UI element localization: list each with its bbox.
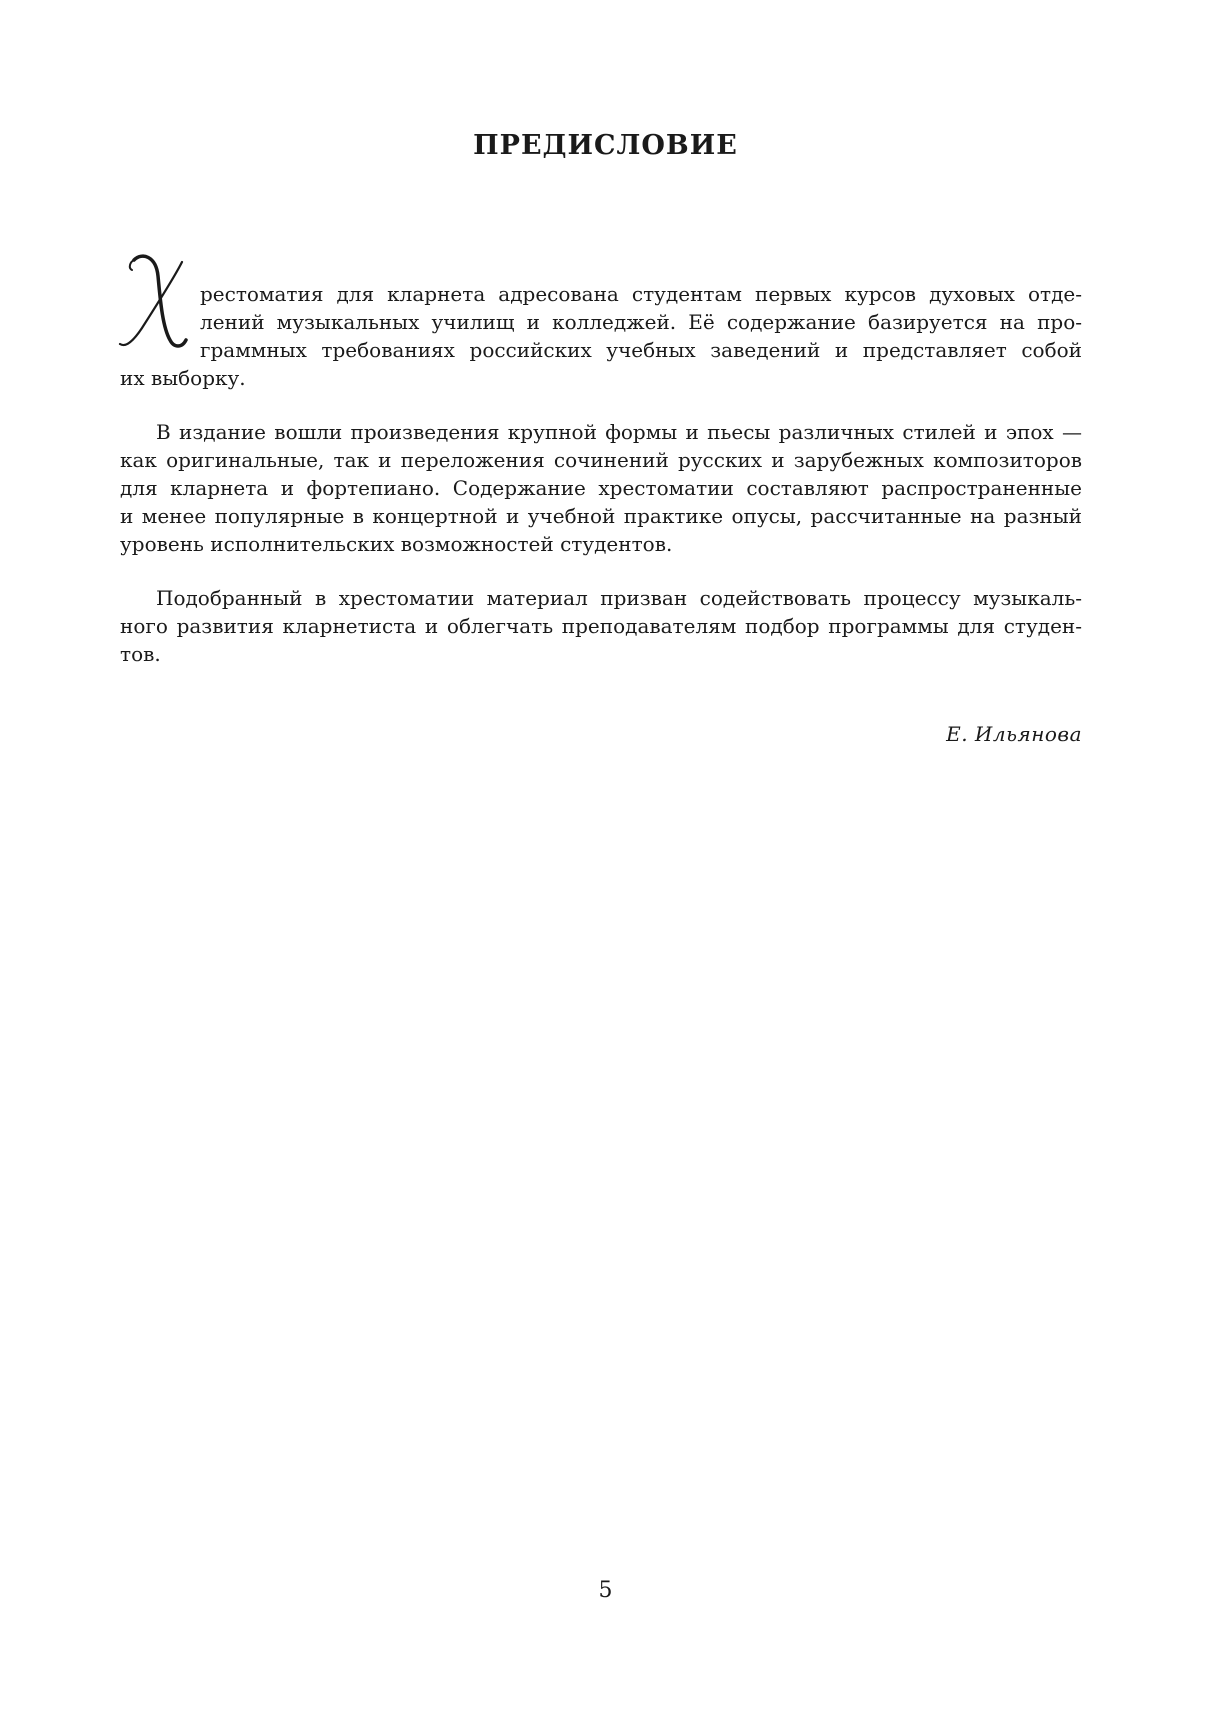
paragraph-line: их выборку. [120, 366, 246, 390]
page-title: ПРЕДИСЛОВИЕ [473, 130, 738, 161]
paragraph-line: граммных требованиях российских учебных заведений и представляет собой [200, 338, 1082, 362]
paragraph-line: уровень исполнительских возможностей студентов. [120, 532, 673, 556]
paragraph-3 [120, 584, 1082, 668]
paragraph-line: лений музыкальных училищ и колледжей. Её содержание базируется на про- [200, 310, 1082, 334]
author-signature: Е. Ильянова [946, 722, 1082, 746]
paragraph-2 [120, 418, 1082, 558]
paragraph-line: как оригинальные, так и переложения сочинений русских и зарубежных композиторов [120, 448, 1082, 472]
paragraph-line: рестоматия для кларнета адресована студентам первых курсов духовых отде- [200, 282, 1082, 306]
page-number: 5 [598, 1578, 613, 1603]
paragraph-line: и менее популярные в концертной и учебной практике опусы, рассчитанные на разный [120, 504, 1082, 528]
paragraph-line: Подобранный в хрестоматии материал призван содействовать процессу музыкаль- [156, 586, 1082, 610]
paragraph-line: тов. [120, 642, 161, 666]
paragraph-line: для кларнета и фортепиано. Содержание хрестоматии составляют распространенные [120, 476, 1082, 500]
paragraph-1 [120, 280, 1082, 392]
paragraph-line: В издание вошли произведения крупной формы и пьесы различных стилей и эпох — [156, 420, 1082, 444]
paragraph-line: ного развития кларнетиста и облегчать преподавателям подбор программы для студен- [120, 614, 1082, 638]
